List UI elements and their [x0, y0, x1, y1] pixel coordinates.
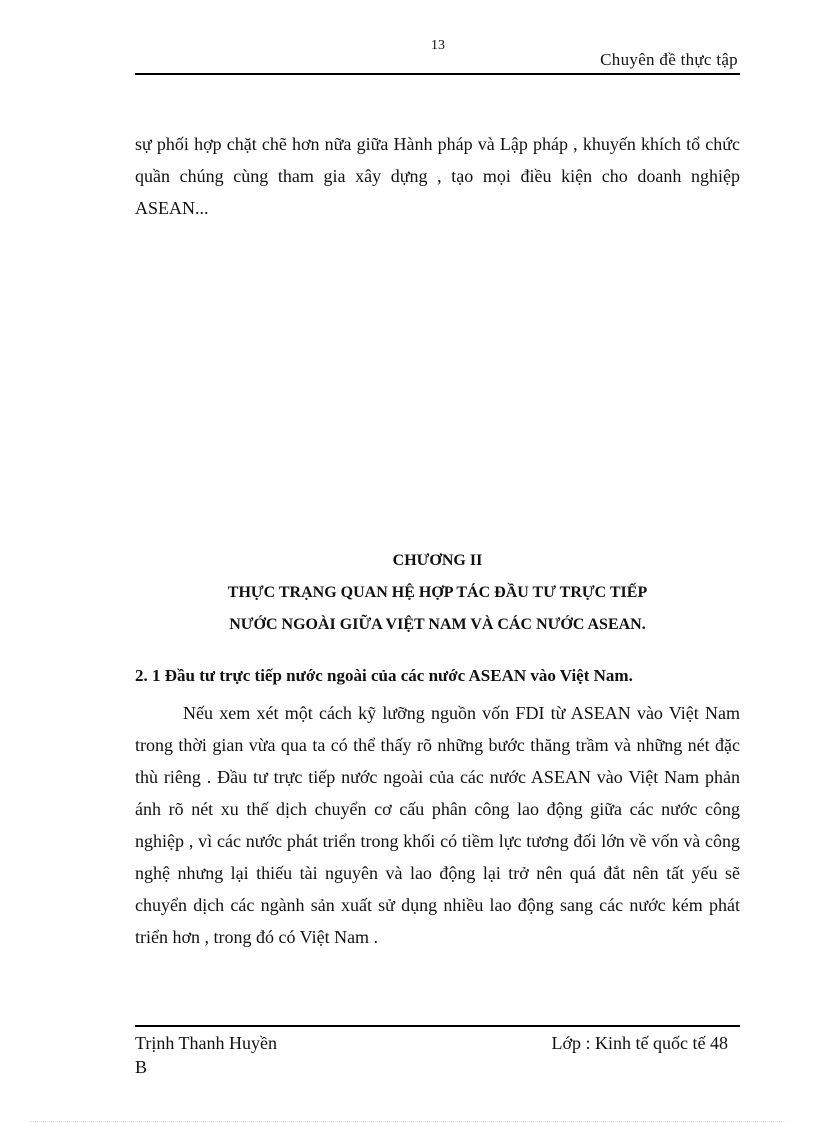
chapter-title-line-1: THỰC TRẠNG QUAN HỆ HỢP TÁC ĐẦU TƯ TRỰC TIẾP [227, 584, 648, 601]
footer-class: Lớp : Kinh tế quốc tế 48 [551, 1033, 728, 1053]
intro-paragraph: sự phối hợp chặt chẽ hơn nữa giữa Hành pháp và Lập pháp , khuyến khích tổ chức quần chúng cùng tham gia xây dựng , tạo mọi điều kiện cho doanh nghiệp ASEAN... [135, 134, 740, 218]
header-title: Chuyên đề thực tập [600, 50, 738, 69]
header-divider [135, 73, 740, 75]
section-heading: 2. 1 Đầu tư trực tiếp nước ngoài của các nước ASEAN vào Việt Nam. [135, 666, 633, 685]
page-bottom-border [30, 1121, 786, 1122]
section-body: Nếu xem xét một cách kỹ lưỡng nguồn vốn FDI từ ASEAN vào Việt Nam trong thời gian vừa qua ta có thể thấy rõ những bước thăng trầm và những nét đặc thù riêng . Đầu tư trực tiếp nước ngoài của các nước ASEAN vào Việt Nam phản ánh rõ nét xu thế dịch chuyển cơ cấu phân công lao động giữa các nước công nghiệp , vì các nước phát triển trong khối có tiềm lực tương đối lớn về vốn và công nghệ nhưng lại thiếu tài nguyên và lao động lại trở nên quá đắt nên tất yếu sẽ chuyển dịch các ngành sản xuất sử dụng nhiều lao động sang các nước kém phát triển hơn , trong đó có Việt Nam . [135, 703, 740, 947]
chapter-number: CHƯƠNG II [392, 552, 483, 569]
page-number: 13 [431, 38, 445, 53]
footer-author: Trịnh Thanh Huyền [135, 1033, 278, 1053]
footer-class-suffix: B [135, 1057, 148, 1077]
footer-divider [135, 1025, 740, 1027]
chapter-title-line-2: NƯỚC NGOÀI GIỮA VIỆT NAM VÀ CÁC NƯỚC ASEAN. [229, 616, 646, 633]
